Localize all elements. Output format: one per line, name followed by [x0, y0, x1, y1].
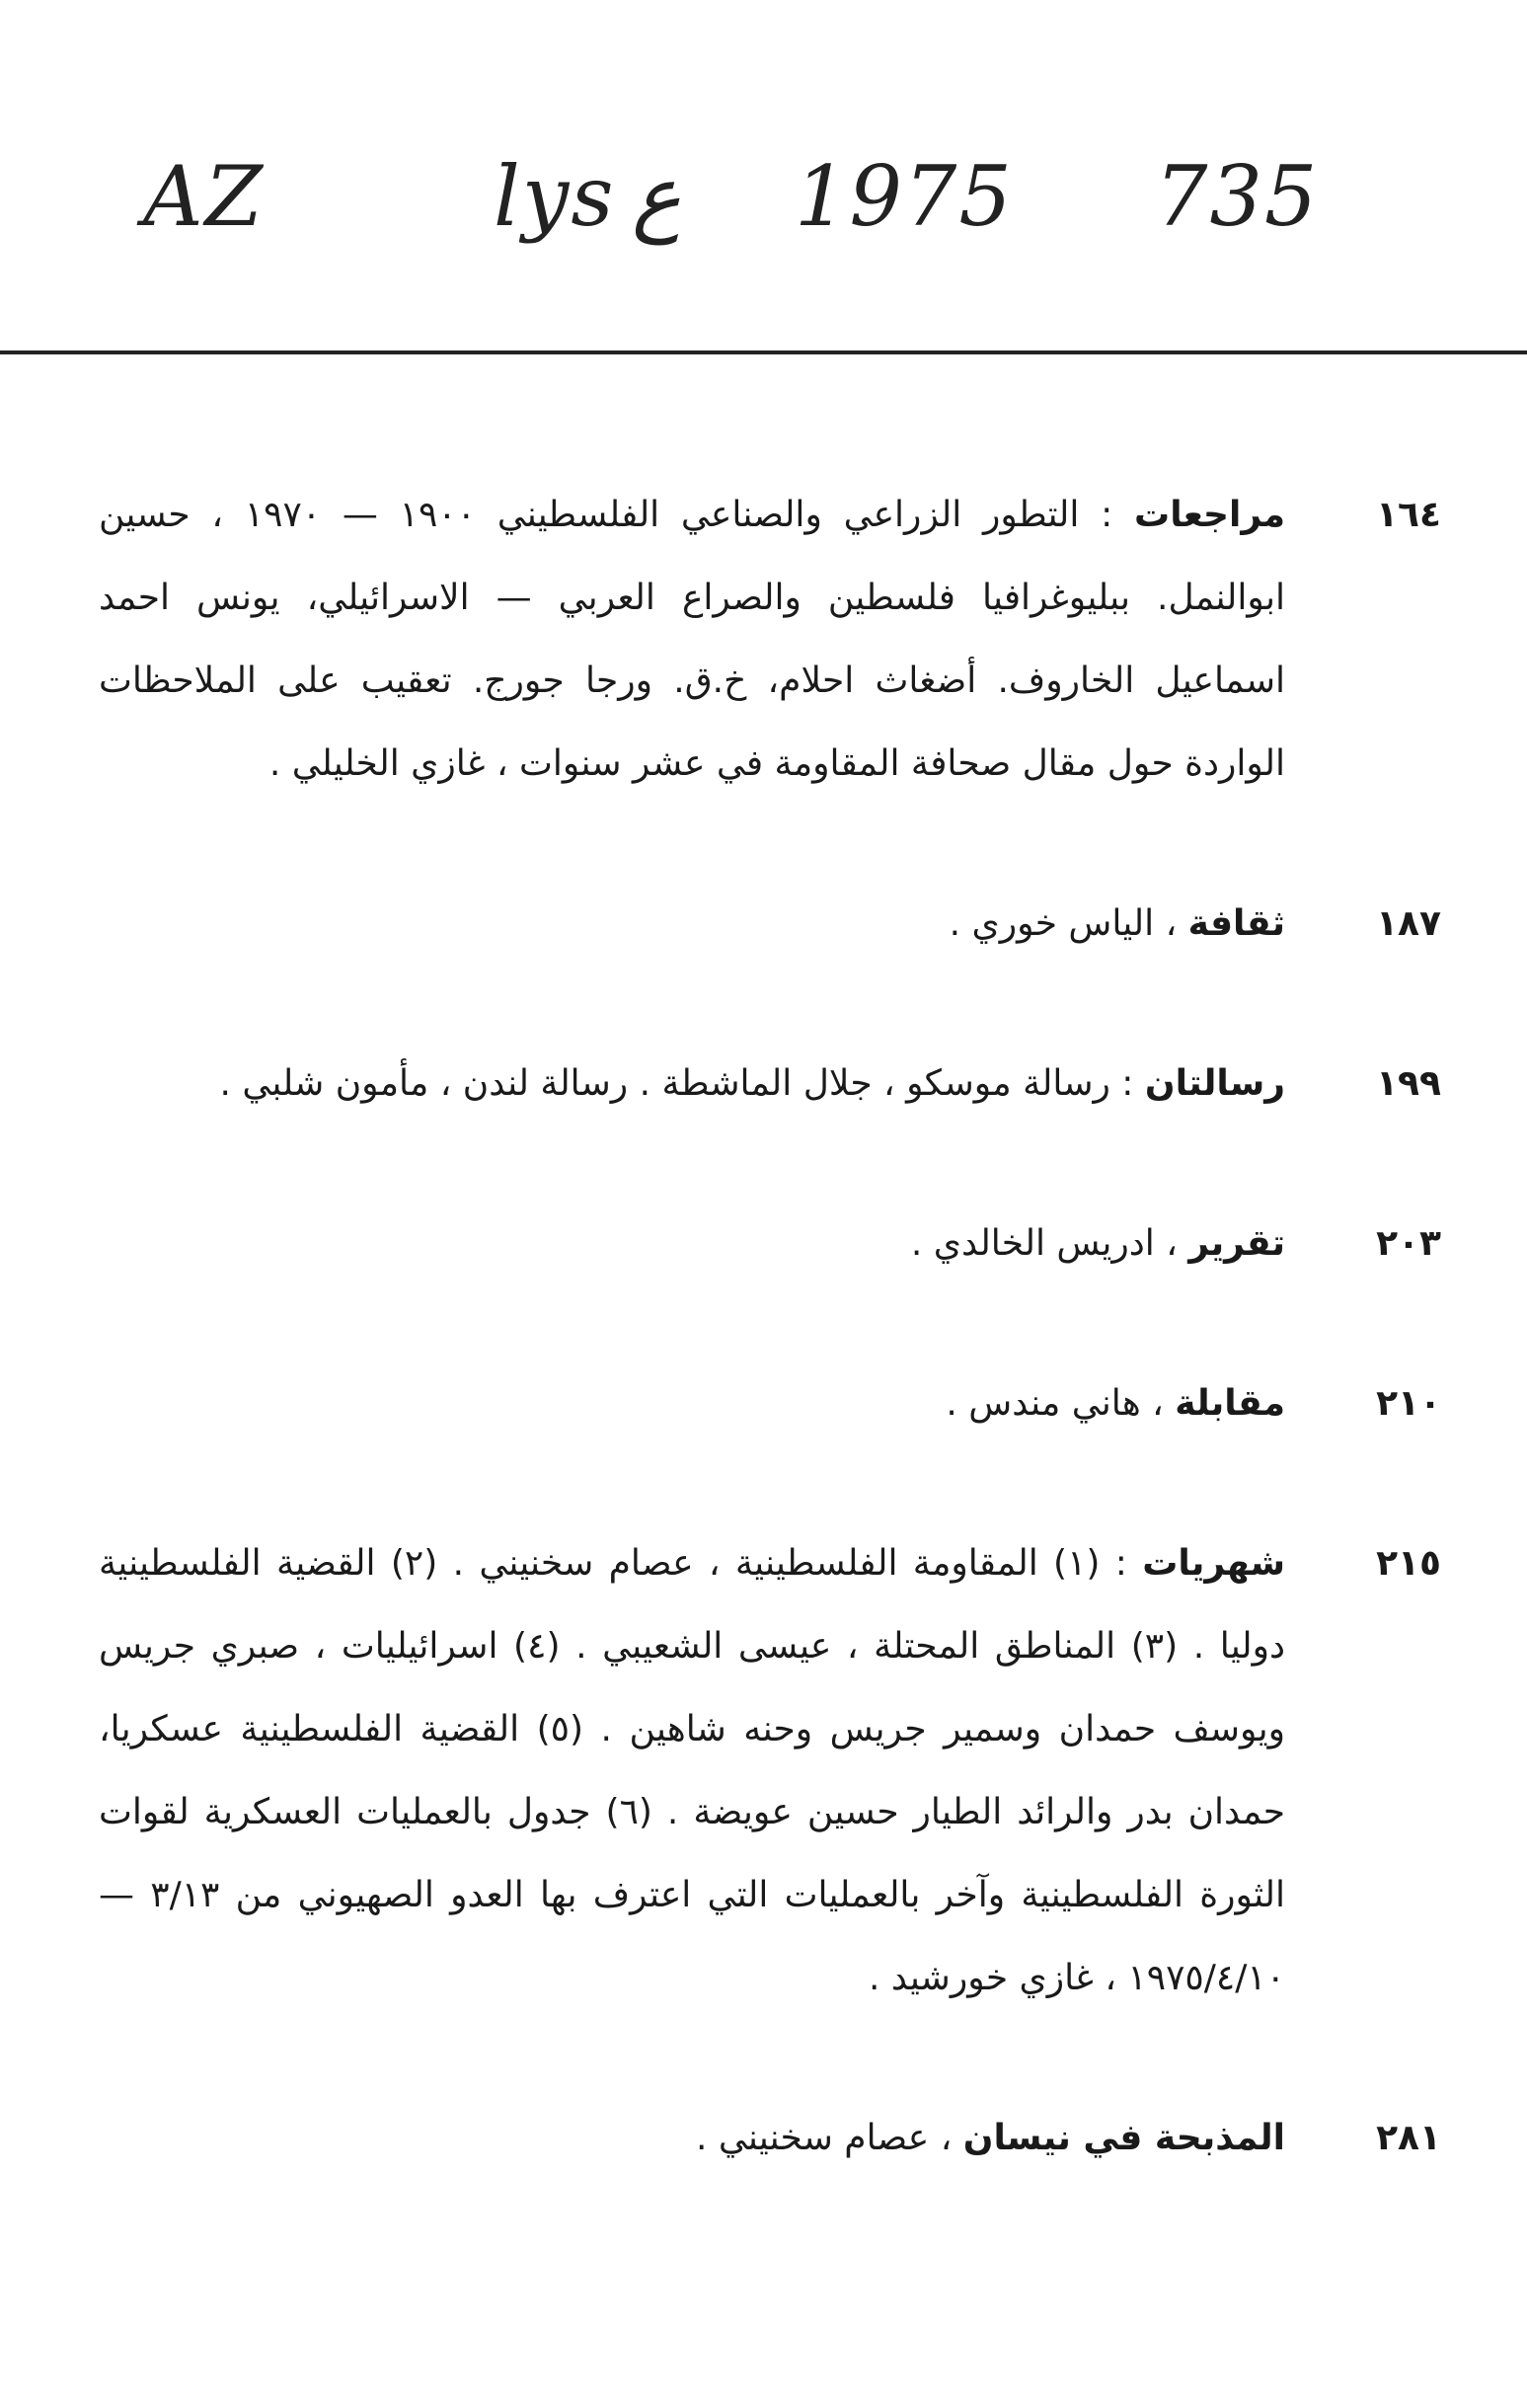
entry-body [99, 1043, 1285, 1126]
contents-entry [99, 883, 1441, 966]
entry-title: المذبحة في نيسان [962, 2118, 1285, 2158]
contents-entry [99, 1203, 1441, 1285]
handwritten-mark-ain: ع [632, 148, 682, 245]
entry-page-number: ٢١٠ [1376, 1383, 1441, 1424]
entry-text: ، هاني مندس . [946, 1383, 1176, 1424]
contents-entry [99, 474, 1441, 806]
entry-body [99, 2097, 1285, 2180]
entry-title: مراجعات [1134, 495, 1285, 535]
header-divider [0, 350, 1527, 354]
entry-body [99, 474, 1285, 806]
contents-list [99, 474, 1441, 2257]
entry-text: : (١) المقاومة الفلسطينية ، عصام سخنيني . (٢) القضية الفلسطينية دوليا . (٣) المناطق المحتلة ، عيسى الشعيبي . (٤) اسرائيليات ، صبري جريس ويوسف حمدان وسمير جريس وحنه شاهين . (٥) القضية الفلسطينية عسكريا، حمدان بدر والرائد الطيار حسين عويضة . (٦) جدول بالعمليات العسكرية لقوات الثورة الفلسطينية وآخر بالعمليات التي اعترف بها العدو الصهيوني من ٣/١٣ — ١٩٧٥/٤/١٠ ، غازي خورشيد . [99, 1543, 1285, 1998]
entry-text: ، ادريس الخالدي . [910, 1223, 1189, 1264]
entry-body [99, 1362, 1285, 1445]
entry-page-number: ١٦٤ [1376, 495, 1441, 535]
contents-entry [99, 1362, 1441, 1445]
entry-page-number: ٢٠٣ [1376, 1223, 1441, 1264]
contents-entry [99, 2097, 1441, 2180]
entry-page-number: ١٨٧ [1376, 903, 1441, 944]
entry-page-number: ٢١٥ [1376, 1543, 1441, 1584]
entry-page-number: ٢٨١ [1376, 2118, 1441, 2158]
contents-entry [99, 1522, 1441, 2020]
handwritten-number: 735 [1155, 148, 1320, 245]
contents-entry [99, 1043, 1441, 1126]
entry-text: ، عصام سخنيني . [695, 2118, 963, 2158]
handwritten-year: 1975 [795, 148, 1014, 245]
entry-text: ، الياس خوري . [949, 903, 1188, 944]
handwritten-mark-lys: lys [494, 148, 616, 245]
entry-page-number: ١٩٩ [1376, 1063, 1441, 1104]
entry-title: رسالتان [1144, 1063, 1285, 1104]
entry-text: : رسالة موسكو ، جلال الماشطة . رسالة لندن ، مأمون شلبي . [219, 1063, 1145, 1104]
entry-title: مقابلة [1175, 1383, 1285, 1424]
entry-body [99, 883, 1285, 966]
entry-title: ثقافة [1187, 903, 1285, 944]
entry-body [99, 1203, 1285, 1285]
handwritten-mark-az: AZ [143, 148, 266, 245]
entry-text: : التطور الزراعي والصناعي الفلسطيني ١٩٠٠ — ١٩٧٠ ، حسين ابوالنمل. ببليوغرافيا فلسطين والصراع العربي — الاسرائيلي، يونس احمد اسماعيل الخاروف. أضغاث احلام، خ.ق. ورجا جورج. تعقيب على الملاحظات الواردة حول مقال صحافة المقاومة في عشر سنوات ، غازي الخليلي . [99, 495, 1285, 784]
entry-title: شهريات [1142, 1543, 1285, 1584]
entry-body [99, 1522, 1285, 2020]
entry-title: تقرير [1188, 1223, 1285, 1264]
